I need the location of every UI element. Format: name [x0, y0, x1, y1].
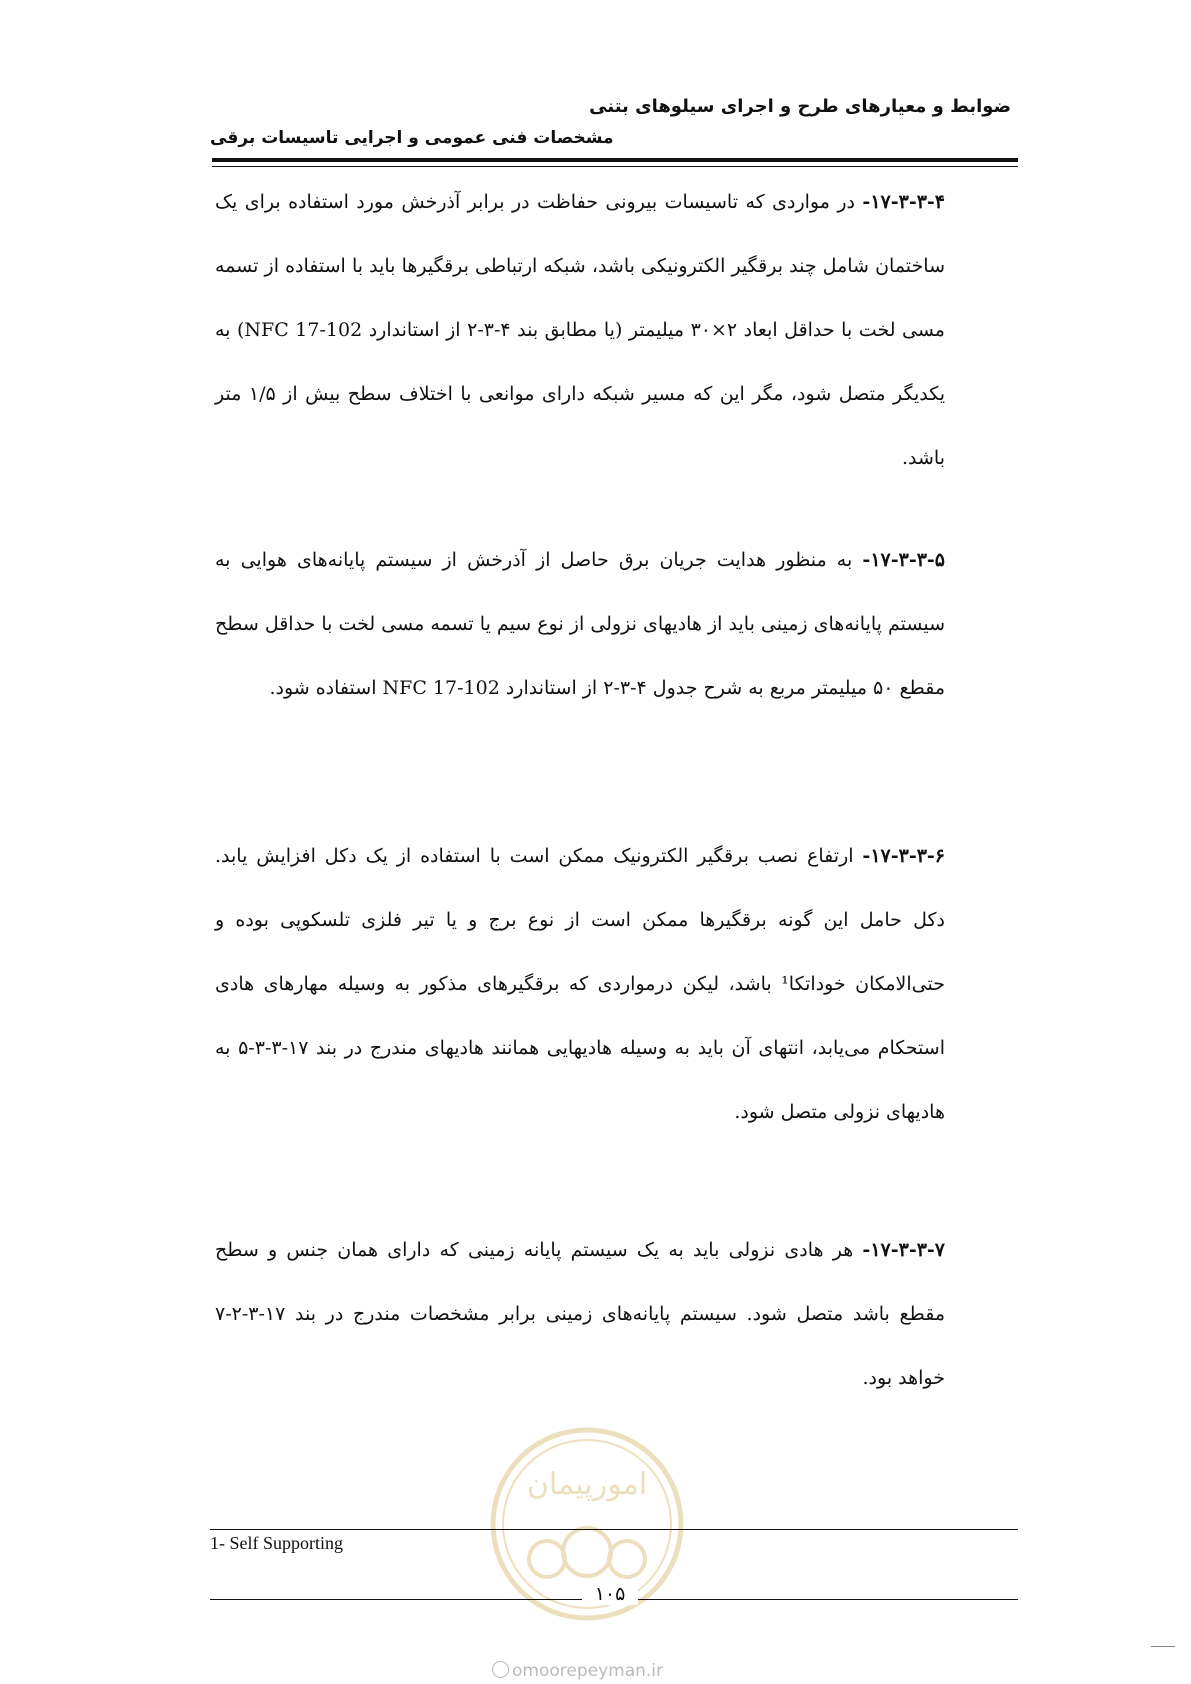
- paragraph-text: هر هادی نزولی باید به یک سیستم پایانه زمینی که دارای همان جنس و سطح مقطع باشد متصل شود. سیستم پایانه‌های زمینی برابر مشخصات مندرج در بند ۱۷-۳-۲-۷ خواهد بود.: [215, 1239, 945, 1389]
- paragraph-17-3-3-7: [215, 1218, 945, 1410]
- scan-mark: [1151, 1646, 1175, 1647]
- header-rule-thin: [212, 166, 1018, 167]
- paragraph-number: ۱۷-۳-۳-۵-: [862, 549, 945, 571]
- paragraph-17-3-3-5: [215, 528, 945, 720]
- paragraph-17-3-3-4: [215, 170, 945, 490]
- paragraph-number: ۱۷-۳-۳-۴-: [862, 191, 945, 213]
- paragraph-number: ۱۷-۳-۳-۶-: [862, 845, 945, 867]
- watermark-site: [492, 1661, 663, 1681]
- header-title: ضوابط و معیارهای طرح و اجرای سیلوهای بتنی: [589, 96, 1011, 117]
- paragraph-17-3-3-6: [215, 824, 945, 1144]
- paragraph-text: ارتفاع نصب برقگیر الکترونیک ممکن است با استفاده از یک دکل افزایش یابد. دکل حامل این گونه برقگیرها ممکن است از نوع برج و یا تیر فلزی تلسکوپی بوده و حتی‌الامکان خوداتکا¹ باشد، لیکن درمواردی که برقگیرهای مذکور به وسیله مهارهای هادی استحکام می‌یابد، انتهای آن باید به وسیله هادیهایی همانند هادیهای مندرج در بند ۱۷-۳-۳-۵ به هادیهای نزولی متصل شود.: [215, 845, 945, 1123]
- footnote: 1- Self Supporting: [210, 1533, 343, 1553]
- site-logo-icon: [492, 1661, 509, 1678]
- header-subtitle: مشخصات فنی عمومی و اجرایی تاسیسات برقی: [210, 128, 614, 148]
- paragraph-number: ۱۷-۳-۳-۷-: [862, 1239, 945, 1261]
- watermark-site-text: omoorepeyman.ir: [512, 1661, 664, 1681]
- page-number: ۱۰۵: [582, 1583, 638, 1605]
- paragraph-text: در مواردی که تاسیسات بیرونی حفاظت در برابر آذرخش مورد استفاده برای یک ساختمان شامل چند برقگیر الکترونیکی باشد، شبکه ارتباطی برقگیرها باید با استفاده از تسمه مسی لخت با حداقل ابعاد ۲×۳۰ میلیمتر (یا مطابق بند ۴-۳-۲ از استاندارد NFC 17-102) به یکدیگر متصل شود، مگر این که مسیر شبکه دارای موانعی با اختلاف سطح بیش از ۱/۵ متر باشد.: [215, 191, 945, 469]
- watermark-logo-text: امورپیمان: [526, 1467, 648, 1502]
- paragraph-text: به منظور هدایت جریان برق حاصل از آذرخش از سیستم پایانه‌های هوایی به سیستم پایانه‌های زمینی باید از هادیهای نزولی از نوع سیم یا تسمه مسی لخت با حداقل سطح مقطع ۵۰ میلیمتر مربع به شرح جدول ۴-۳-۲ از استاندارد NFC 17-102 استفاده شود.: [215, 549, 945, 699]
- footnote-rule: [210, 1529, 1018, 1530]
- header-rule: [212, 158, 1018, 162]
